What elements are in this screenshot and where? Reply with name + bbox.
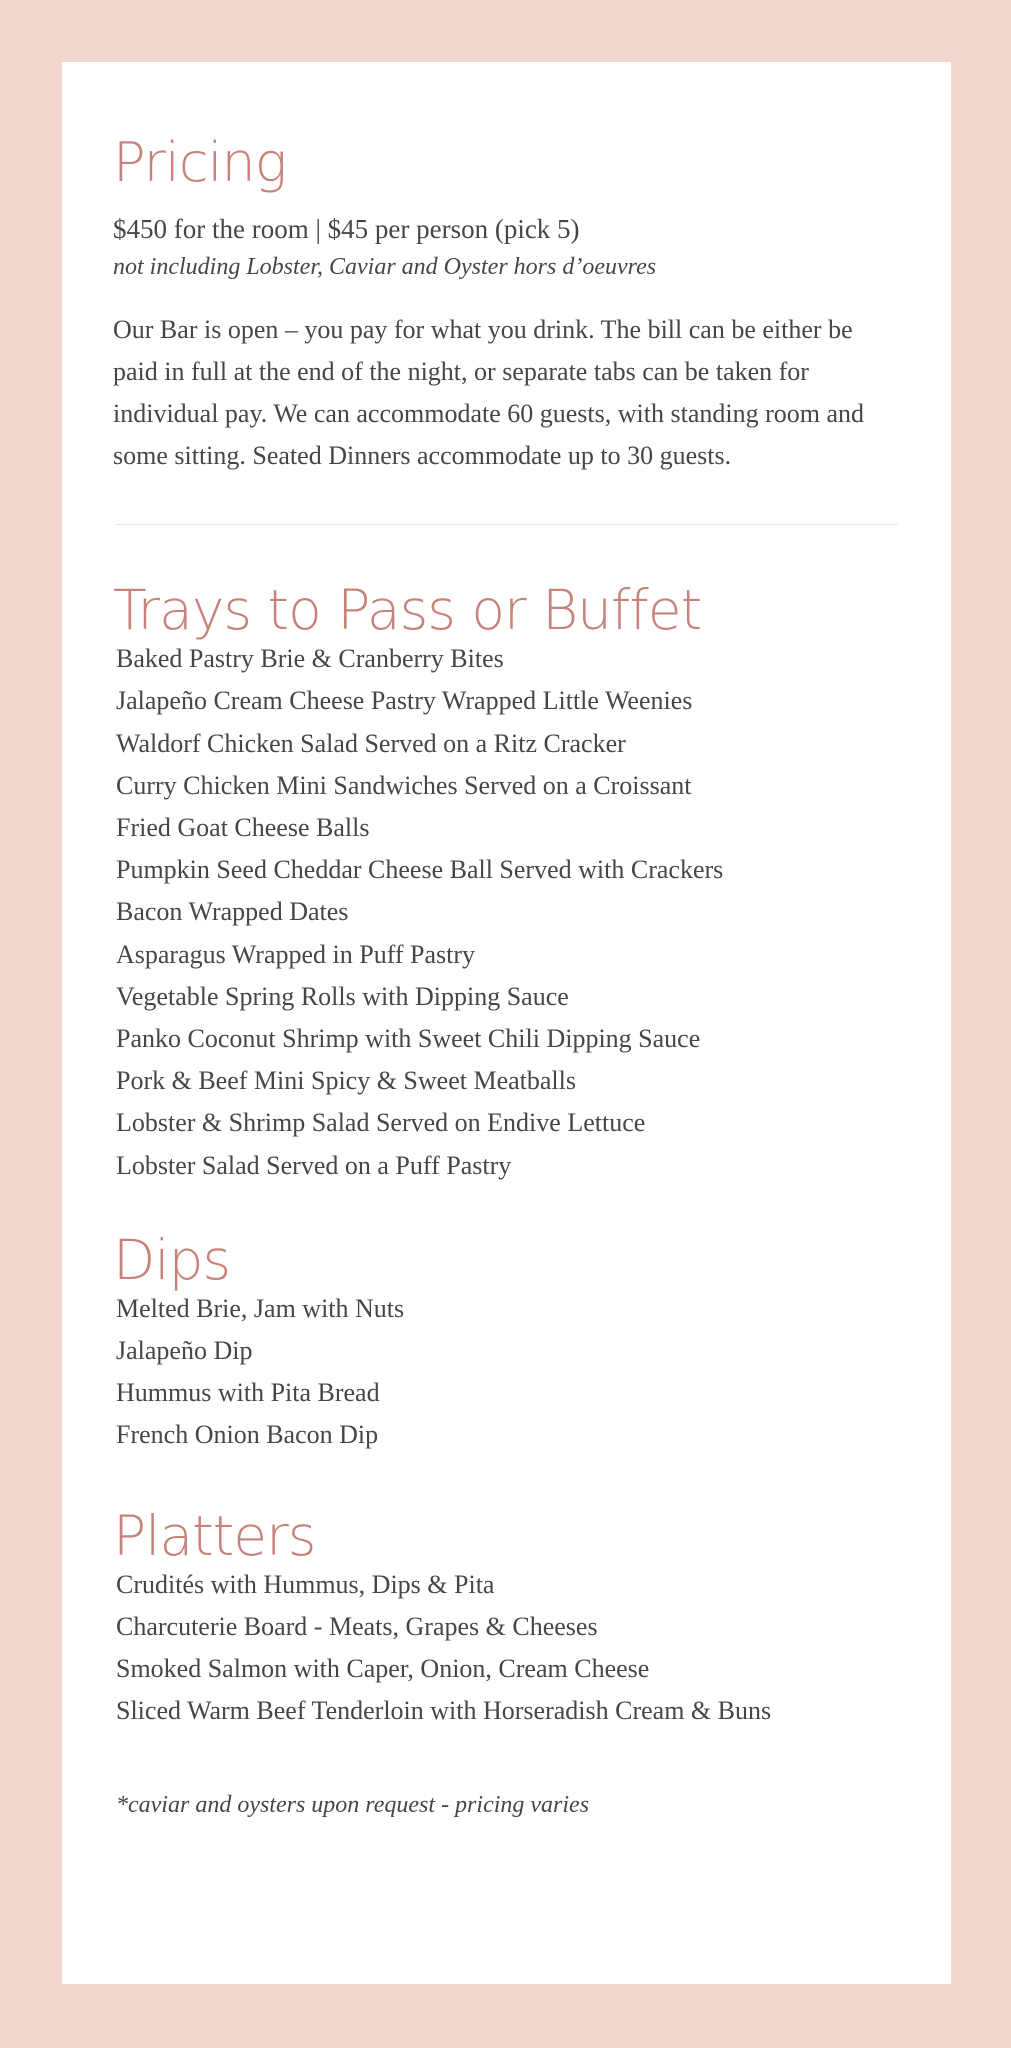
list-item: Pork & Beef Mini Spicy & Sweet Meatballs: [116, 1066, 577, 1096]
list-item: Asparagus Wrapped in Puff Pastry: [116, 939, 476, 969]
list-item: Bacon Wrapped Dates: [116, 897, 349, 927]
list-item: Sliced Warm Beef Tenderloin with Horseradish Cream & Buns: [116, 1696, 772, 1726]
pricing-description: Our Bar is open – you pay for what you drink. The bill can be either be paid in full at the end of the night, or separate tabs can be taken for individual pay. We can accommodate 60 guests, with standing room and some sitting. Seated Dinners accommodate up to 30 guests.: [113, 315, 865, 471]
list-item: Baked Pastry Brie & Cranberry Bites: [116, 644, 504, 674]
list-item: Jalapeño Dip: [116, 1336, 253, 1366]
list-item: Smoked Salmon with Caper, Onion, Cream Cheese: [116, 1654, 650, 1684]
menu-content: [113, 112, 903, 1819]
list-item: Crudités with Hummus, Dips & Pita: [116, 1569, 495, 1599]
price-note: not including Lobster, Caviar and Oyster hors d’oeuvres: [113, 254, 657, 281]
list-item: Melted Brie, Jam with Nuts: [116, 1293, 405, 1323]
dips-heading: Dips: [113, 1227, 231, 1292]
list-item: Lobster & Shrimp Salad Served on Endive Lettuce: [116, 1108, 646, 1138]
list-item: Vegetable Spring Rolls with Dipping Sauce: [116, 981, 569, 1011]
list-item: Hummus with Pita Bread: [116, 1378, 380, 1408]
list-item: Jalapeño Cream Cheese Pastry Wrapped Little Weenies: [116, 686, 693, 716]
platters-list: [113, 1564, 903, 1733]
platters-heading: Platters: [113, 1503, 316, 1568]
pricing-heading: Pricing: [113, 131, 287, 194]
list-item: Lobster Salad Served on a Puff Pastry: [116, 1150, 512, 1180]
list-item: Pumpkin Seed Cheddar Cheese Ball Served with Crackers: [116, 855, 724, 885]
footnote: *caviar and oysters upon request - pricing varies: [116, 1792, 590, 1819]
list-item: Waldorf Chicken Salad Served on a Ritz Cracker: [116, 728, 626, 758]
list-item: Fried Goat Cheese Balls: [116, 813, 370, 842]
price-line: $450 for the room | $45 per person (pick 5): [113, 214, 580, 244]
list-item: Panko Coconut Shrimp with Sweet Chili Dipping Sauce: [116, 1024, 701, 1054]
dips-list: [113, 1288, 903, 1457]
list-item: Charcuterie Board - Meats, Grapes & Cheeses: [116, 1611, 598, 1641]
menu-card: [62, 62, 951, 1984]
list-item: French Onion Bacon Dip: [116, 1420, 379, 1450]
list-item: Curry Chicken Mini Sandwiches Served on a Croissant: [116, 770, 692, 800]
trays-list: [113, 638, 903, 1187]
section-divider: [116, 524, 898, 525]
trays-heading: Trays to Pass or Buffet: [113, 578, 702, 643]
